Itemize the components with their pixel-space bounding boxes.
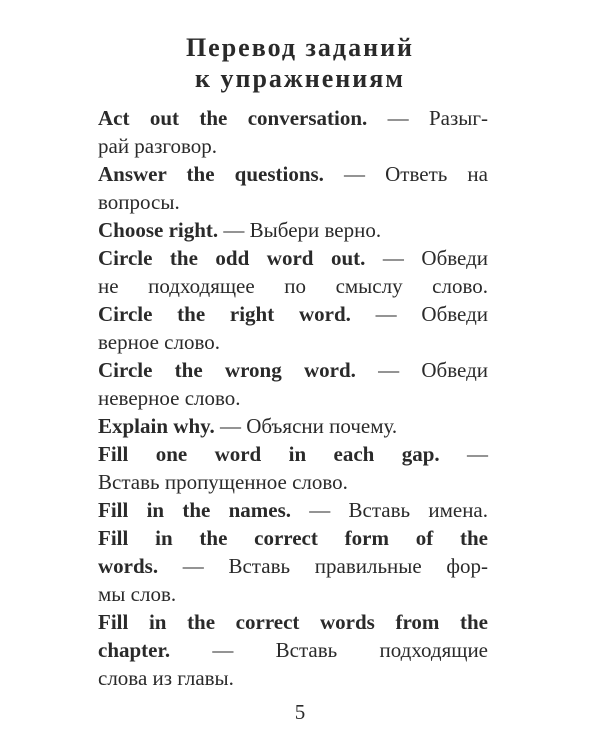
- entry-line: [98, 160, 488, 188]
- instruction-entry: [98, 244, 488, 300]
- instruction-entry: [98, 608, 488, 692]
- english-phrase: Choose right.: [98, 218, 219, 242]
- russian-translation: — Обведи: [350, 302, 489, 326]
- english-phrase: Fill in the names.: [98, 498, 292, 522]
- english-phrase: Circle the odd word out.: [98, 246, 366, 270]
- english-phrase: chapter.: [98, 638, 171, 662]
- russian-translation: — Вставь имена.: [291, 498, 488, 522]
- instruction-entry: [98, 524, 488, 608]
- entry-line: [98, 440, 488, 468]
- english-phrase: Fill in the correct form of the: [98, 526, 488, 550]
- russian-translation: неверное слово.: [98, 386, 241, 410]
- entry-line: [98, 104, 488, 132]
- entry-line: [98, 580, 488, 608]
- english-phrase: Fill in the correct words from the: [98, 610, 488, 634]
- heading-line-2: к упражнениям: [194, 64, 406, 93]
- entry-line: [98, 524, 488, 552]
- english-phrase: Fill one word in each gap.: [98, 442, 440, 466]
- english-phrase: Explain why.: [98, 414, 215, 438]
- russian-translation: — Вставь подходящие: [170, 638, 488, 662]
- instruction-entry: [98, 356, 488, 412]
- russian-translation: — Выбери верно.: [218, 218, 382, 242]
- entry-line: [98, 608, 488, 636]
- entry-line: [98, 244, 488, 272]
- russian-translation: — Объясни почему.: [214, 414, 398, 438]
- entry-line: [98, 636, 488, 664]
- entry-line: [98, 384, 488, 412]
- instruction-entry: [98, 104, 488, 160]
- english-phrase: Act out the conversation.: [98, 106, 368, 130]
- russian-translation: рай разговор.: [98, 134, 218, 158]
- english-phrase: Circle the wrong word.: [98, 358, 356, 382]
- instruction-entry: [98, 412, 488, 440]
- entry-line: [98, 272, 488, 300]
- english-phrase: words.: [98, 554, 159, 578]
- entry-line: [98, 412, 488, 440]
- entry-line: [98, 188, 488, 216]
- heading-line-1: Перевод заданий: [185, 33, 415, 62]
- russian-translation: вопросы.: [98, 190, 180, 214]
- english-phrase: Circle the right word.: [98, 302, 351, 326]
- russian-translation: слова из главы.: [98, 666, 234, 690]
- instruction-entry: [98, 440, 488, 496]
- entry-line: [98, 552, 488, 580]
- russian-translation: — Ответь на: [323, 162, 488, 186]
- page-heading: [0, 32, 600, 94]
- instruction-list: [98, 104, 488, 692]
- entry-line: [98, 356, 488, 384]
- entry-line: [98, 300, 488, 328]
- russian-translation: — Вставь правильные фор-: [158, 554, 488, 578]
- entry-line: [98, 328, 488, 356]
- instruction-entry: [98, 160, 488, 216]
- russian-translation: —: [439, 442, 488, 466]
- entry-line: [98, 132, 488, 160]
- entry-line: [98, 664, 488, 692]
- entry-line: [98, 496, 488, 524]
- instruction-entry: [98, 496, 488, 524]
- instruction-entry: [98, 216, 488, 244]
- russian-translation: — Обведи: [355, 358, 488, 382]
- russian-translation: — Обведи: [365, 246, 489, 270]
- russian-translation: верное слово.: [98, 330, 221, 354]
- entry-line: [98, 468, 488, 496]
- russian-translation: мы слов.: [98, 582, 177, 606]
- entry-line: [98, 216, 488, 244]
- russian-translation: — Разыг-: [367, 106, 488, 130]
- page-number: 5: [294, 700, 306, 724]
- russian-translation: Вставь пропущенное слово.: [98, 470, 348, 494]
- english-phrase: Answer the questions.: [98, 162, 324, 186]
- russian-translation: не подходящее по смыслу слово.: [98, 274, 488, 298]
- instruction-entry: [98, 300, 488, 356]
